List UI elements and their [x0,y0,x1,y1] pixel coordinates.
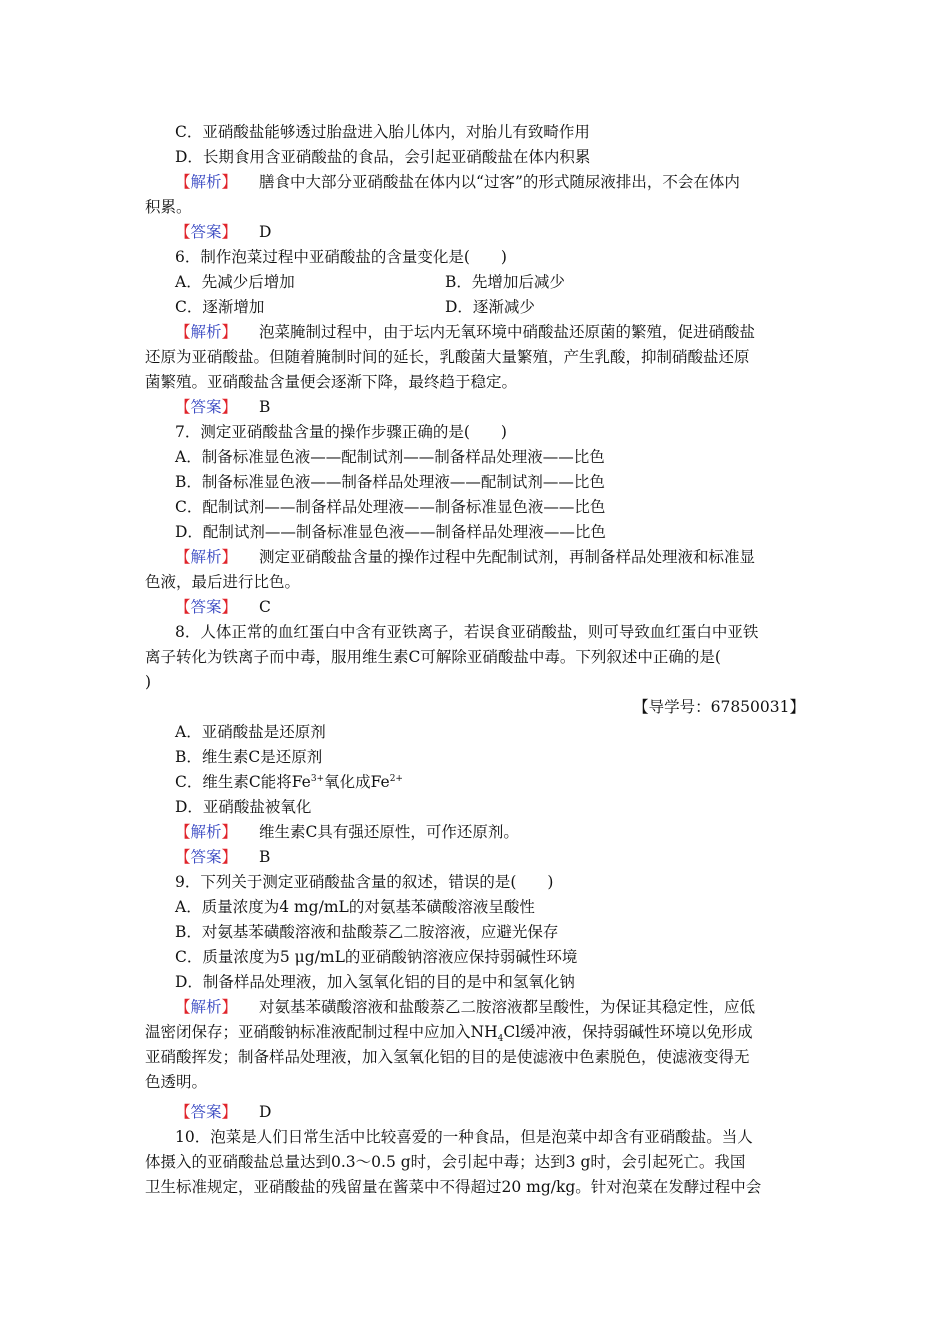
q9-answer: 【答案】 D [175,1103,272,1121]
q6-analysis: 【解析】 泡菜腌制过程中，由于坛内无氧环境中硝酸盐还原菌的繁殖，促进硝酸盐 [175,323,756,341]
q6-option-d: D．逐渐减少 [445,298,535,316]
q9-option-c: C．质量浓度为5 μg/mL的亚硝酸钠溶液应保持弱碱性环境 [175,948,578,966]
q6-question: 6．制作泡菜过程中亚硝酸盐的含量变化是( ) [175,248,507,266]
q9-option-b: B．对氨基苯磺酸溶液和盐酸萘乙二胺溶液，应避光保存 [175,923,559,941]
q8-question-cont: ) [145,673,152,691]
answer-tag: 【答案】 [175,848,238,866]
q5-answer: 【答案】 D [175,223,272,241]
q9-analysis: 【解析】 对氨基苯磺酸溶液和盐酸萘乙二胺溶液都呈酸性，为保证其稳定性，应低 [175,998,756,1016]
analysis-tag: 【解析】 [175,998,238,1016]
q6-answer: 【答案】 B [175,398,271,416]
q6-analysis-cont: 还原为亚硝酸盐。但随着腌制时间的延长，乳酸菌大量繁殖，产生乳酸，抑制硝酸盐还原 [145,348,750,366]
q8-option-a: A．亚硝酸盐是还原剂 [175,723,326,741]
q9-analysis-cont: 温密闭保存；亚硝酸钠标准液配制过程中应加入$NH_4Cl$缓冲液，保持弱碱性环境以免形成 [145,1023,753,1045]
q10-question: 10．泡菜是人们日常生活中比较喜爱的一种食品，但是泡菜中却含有亚硝酸盐。当人 [175,1128,753,1146]
q8-option-b: B．维生素C是还原剂 [175,748,323,766]
q8-option-d: D．亚硝酸盐被氧化 [175,798,312,816]
analysis-tag: 【解析】 [175,548,238,566]
q7-option-a: A．制备标准显色液——配制试剂——制备样品处理液——比色 [175,448,605,466]
q7-question: 7．测定亚硝酸盐含量的操作步骤正确的是( ) [175,423,507,441]
q7-option-d: D．配制试剂——制备标准显色液——制备样品处理液——比色 [175,523,606,541]
q9-analysis-cont: 亚硝酸挥发；制备样品处理液，加入氢氧化铝的目的是使滤液中色素脱色，使滤液变得无 [145,1048,750,1066]
q7-option-c: C．配制试剂——制备样品处理液——制备标准显色液——比色 [175,498,606,516]
q8-guide-number: 【导学号：67850031】 [633,698,805,716]
q10-question-cont: 卫生标准规定，亚硝酸盐的残留量在酱菜中不得超过20 mg/kg。针对泡菜在发酵过程中会 [145,1178,762,1196]
q7-analysis: 【解析】 测定亚硝酸盐含量的操作过程中先配制试剂，再制备样品处理液和标准显 [175,548,756,566]
q5-analysis: 【解析】 膳食中大部分亚硝酸盐在体内以“过客”的形式随尿液排出，不会在体内 [175,173,740,191]
q9-option-d: D．制备样品处理液，加入氢氧化铝的目的是中和氢氧化钠 [175,973,575,991]
q5-analysis-cont: 积累。 [145,198,192,216]
q8-question-cont: 离子转化为铁离子而中毒，服用维生素C可解除亚硝酸盐中毒。下列叙述中正确的是( [145,648,721,666]
q6-option-a: A．先减少后增加 [175,273,295,291]
q9-question: 9．下列关于测定亚硝酸盐含量的叙述，错误的是( ) [175,873,554,891]
q6-option-b: B．先增加后减少 [445,273,565,291]
q9-option-a: A．质量浓度为4 mg/mL的对氨基苯磺酸溶液呈酸性 [175,898,535,916]
q6-options-ab [175,271,565,293]
q7-option-b: B．制备标准显色液——制备样品处理液——配制试剂——比色 [175,473,605,491]
q6-analysis-cont: 菌繁殖。亚硝酸盐含量便会逐渐下降，最终趋于稳定。 [145,373,518,391]
q8-question: 8．人体正常的血红蛋白中含有亚铁离子，若误食亚硝酸盐，则可导致血红蛋白中亚铁 [175,623,759,641]
answer-tag: 【答案】 [175,223,238,241]
q7-analysis-cont: 色液，最后进行比色。 [145,573,301,591]
q10-question-cont: 体摄入的亚硝酸盐总量达到0.3～0.5 g时，会引起中毒；达到3 g时，会引起死亡。我国 [145,1153,746,1171]
analysis-tag: 【解析】 [175,323,238,341]
q9-analysis-cont: 色透明。 [145,1073,208,1091]
q7-answer: 【答案】 C [175,598,271,616]
q8-option-c: C．维生素C能将$Fe^{3+}$氧化成$Fe^{2+}$ [175,773,403,791]
q5-option-d: D．长期食用含亚硝酸盐的食品，会引起亚硝酸盐在体内积累 [175,148,591,166]
answer-tag: 【答案】 [175,1103,238,1121]
q6-options-cd [175,296,535,318]
q6-option-c: C．逐渐增加 [175,298,265,316]
q8-answer: 【答案】 B [175,848,271,866]
analysis-tag: 【解析】 [175,173,238,191]
q5-option-c: C．亚硝酸盐能够透过胎盘进入胎儿体内，对胎儿有致畸作用 [175,123,590,141]
q8-analysis: 【解析】 维生素C具有强还原性，可作还原剂。 [175,823,519,841]
answer-tag: 【答案】 [175,598,238,616]
answer-tag: 【答案】 [175,398,238,416]
analysis-tag: 【解析】 [175,823,238,841]
